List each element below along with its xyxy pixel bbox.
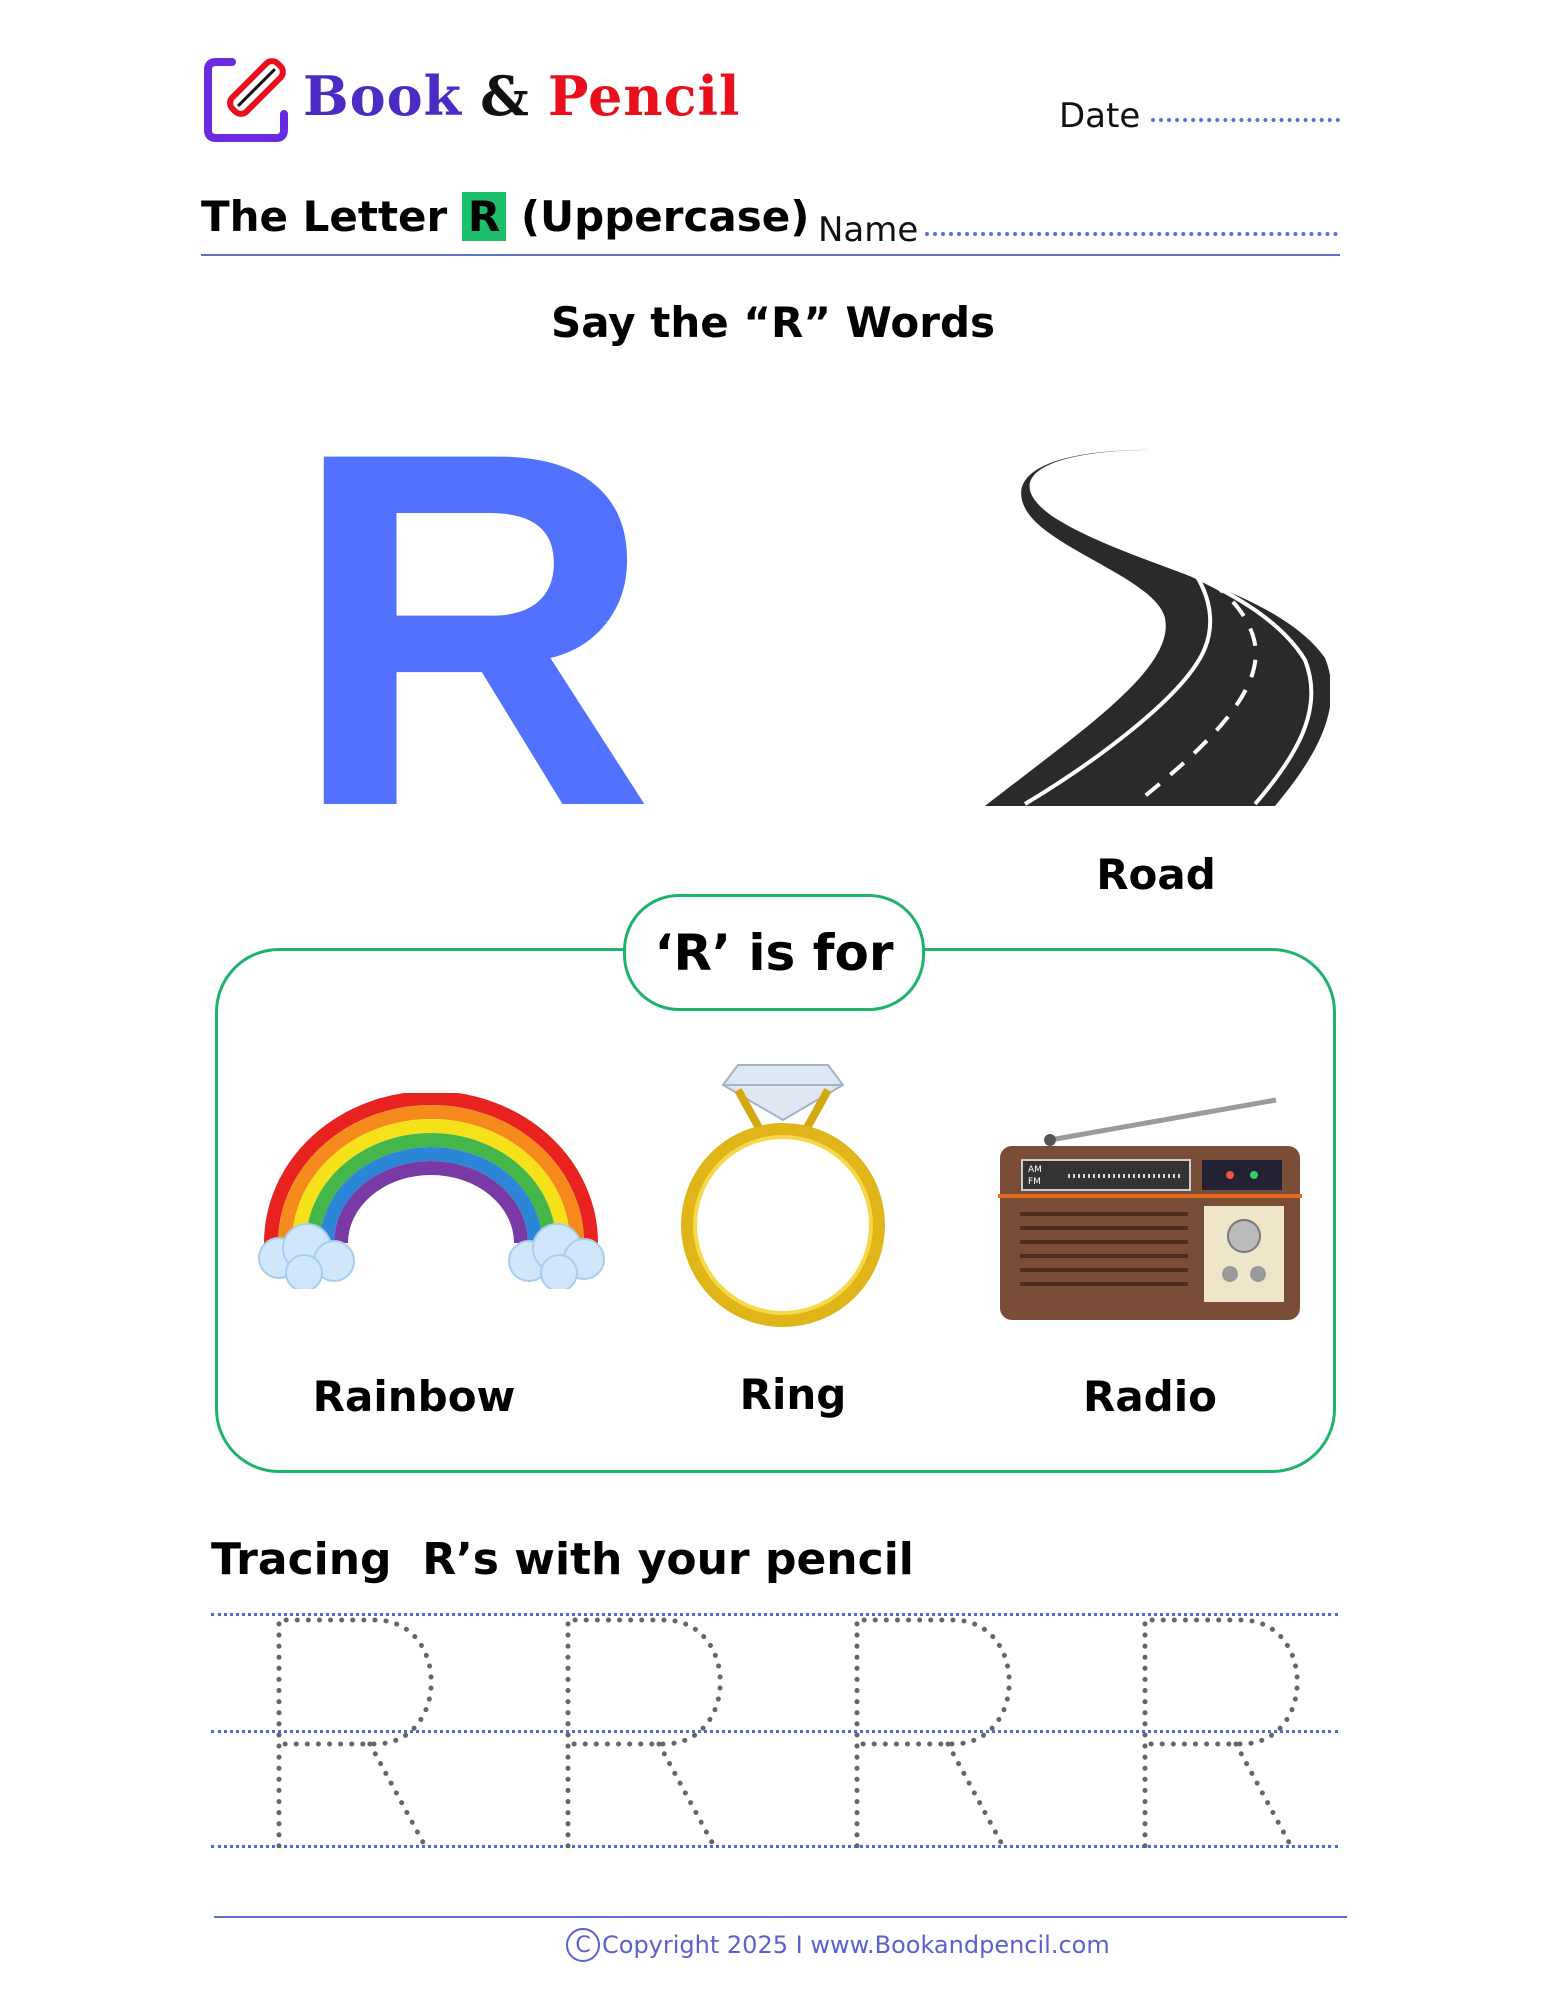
trace-letter[interactable] bbox=[853, 1616, 1013, 1848]
title-letter-highlight: R bbox=[462, 192, 506, 241]
trace-letter-path bbox=[1145, 1620, 1297, 1846]
say-words-heading: Say the “R” Words bbox=[550, 298, 996, 347]
logo-text bbox=[303, 64, 741, 128]
page-title bbox=[201, 192, 809, 241]
radio-fm-label: FM bbox=[1028, 1177, 1041, 1187]
radio-am-label: AM bbox=[1028, 1165, 1042, 1175]
footer bbox=[566, 1928, 1110, 1962]
title-prefix: The Letter bbox=[201, 192, 448, 241]
ring-label: Ring bbox=[739, 1370, 847, 1419]
date-field[interactable] bbox=[1151, 118, 1340, 122]
trace-letter[interactable] bbox=[564, 1616, 724, 1848]
trace-letter[interactable] bbox=[275, 1616, 435, 1848]
trace-letter-path bbox=[568, 1620, 720, 1846]
trace-letter[interactable] bbox=[1141, 1616, 1301, 1848]
footer-divider bbox=[214, 1916, 1347, 1918]
r-is-for-heading: ‘R’ is for bbox=[623, 894, 925, 1011]
radio-image bbox=[998, 1096, 1302, 1324]
road-image bbox=[985, 448, 1330, 806]
trace-letter-path bbox=[279, 1620, 431, 1846]
logo-word-book: Book bbox=[303, 64, 463, 128]
date-label: Date bbox=[1059, 96, 1141, 136]
logo-ampersand: & bbox=[480, 64, 530, 128]
rainbow-label: Rainbow bbox=[312, 1372, 516, 1421]
title-suffix: (Uppercase) bbox=[520, 192, 810, 241]
name-field[interactable] bbox=[925, 232, 1338, 236]
name-label: Name bbox=[818, 210, 919, 250]
pencil-logo-icon bbox=[202, 56, 290, 144]
radio-label: Radio bbox=[1083, 1372, 1217, 1421]
road-label: Road bbox=[1096, 850, 1216, 899]
trace-letter-path bbox=[857, 1620, 1009, 1846]
logo-word-pencil: Pencil bbox=[547, 64, 741, 128]
header-divider bbox=[201, 254, 1340, 256]
copyright-text: Copyright 2025 I www.Bookandpencil.com bbox=[602, 1931, 1110, 1959]
rainbow-image bbox=[249, 1093, 614, 1289]
big-letter: R bbox=[290, 348, 655, 912]
ring-image bbox=[678, 1055, 889, 1328]
copyright-icon: C bbox=[566, 1928, 600, 1962]
tracing-heading: Tracing R’s with your pencil bbox=[211, 1534, 914, 1585]
logo bbox=[202, 56, 741, 144]
